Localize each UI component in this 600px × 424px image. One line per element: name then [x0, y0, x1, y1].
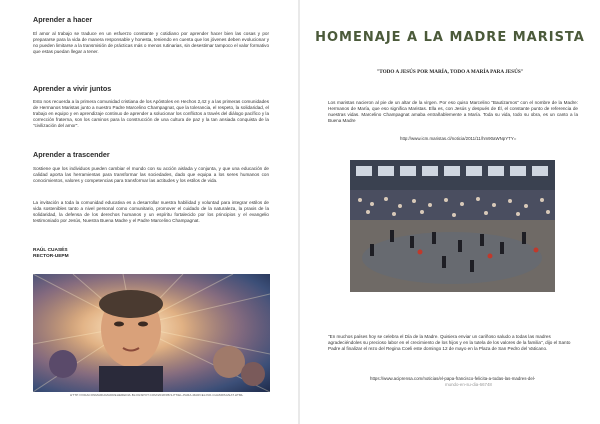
photo-caption-url[interactable]: HTTP://VIDACONMARIAMADREHEREDIA.BLOGSPOT.COM/2018/05/3-PTIEL-PARA-MARCELINO-CHAMPAGNAT.HTML	[70, 393, 244, 397]
section-text-invitacion: La invitación a toda la comunidad educativa es a desarrollar nuestra habilidad y voluntad para integrar estilos de vida sostenibles tanto a nivel personal como comunitario, promover el cuidado de la naturaleza, la praxis de la solidaridad, la defensa de los derechos humanos y un espíritu fortalecido por los principios y el evangelio testimoniado por Jesús, Nuestra Buena Madre y el Padre Marcelino Champagnat.	[33, 200, 269, 223]
right-page	[300, 0, 600, 424]
page-title: HOMENAJE A LA MADRE MARISTA	[315, 30, 585, 45]
section-text-aprender-hacer: El amor al trabajo se traduce en un esfuerzo constante y cotidiano por aprender hacer bien las cosas y por prepararse para la vida de manera responsable y honesta, teniendo en cuenta que los jóvenes deben evolucionar y no pueden limitarse a la transmisión de prácticas más o menos rutinarias, sin desestimar tampoco el valor formativo que estas puedan llegar a tener.	[33, 31, 269, 54]
pope-quote-paragraph: "En muchos países hoy se celebra el Día de la Madre. Quisiera enviar un cariñoso saludo a todas las madres agradeciéndoles su precioso labor en el crecimiento de los hijos y en la tutela de los valores de la familia", dijo el Santo Padre al finalizar el rezo del Regina Coeli este domingo 12 de mayo en la Plaza de San Pedro del Vaticano.	[328, 334, 571, 351]
marcelino-portrait-image	[33, 274, 270, 392]
aciprensa-link-part2[interactable]: mundo-en-su-dia-66748	[445, 382, 492, 387]
motto-quote: "TODO A JESÚS POR MARÍA, TODO A MARÍA PARA JESÚS"	[376, 69, 524, 75]
signature-role: RECTOR-UEPM	[33, 254, 69, 259]
signature-name: RAÚL CUASÉS	[33, 248, 68, 253]
section-title-vivir-juntos: Aprender a vivir juntos	[33, 84, 112, 93]
maristas-paragraph: Los maristas nacieron al pie de un altar de la virgen. Por eso quiso Marcelino "Bautizarnos" con el nombre de la Madre: Hermanos de María, que eso significa Maristas. Ella es, con Jesús y después de Él, el constante punto de referencia de nuestras vidas. Marcelino Champagnat amaba entrañablemente a María. Toda su vida, todo su obra, es un canto a la Buena Madre	[328, 100, 578, 123]
section-text-trascender: Sostiene que los individuos pueden cambiar el mundo con su acción aislada y conjunta, y que una educación de calidad aporta las herramientas para transformar las sociedades, dado que equipa a los seres humanos con conocimientos, valores y competencias para transformar las actitudes y los estilos de vida.	[33, 166, 269, 183]
aciprensa-source-link[interactable]	[370, 376, 595, 388]
maristas-source-link[interactable]: http://www.icm.maristas.cl/noticia/2011/11/hm90aWNpYTY=	[400, 136, 517, 141]
gym-celebration-image	[350, 160, 555, 292]
section-title-trascender: Aprender a trascender	[33, 150, 110, 159]
aciprensa-link-part1[interactable]: https://www.aciprensa.com/noticias/el-papa-francisco-felicita-a-todas-las-madres-del-	[370, 376, 536, 381]
section-text-vivir-juntos: Esto nos recuerda a la primera comunidad cristiana de los Apóstoles en Hechos 2,42 y a las primeras comunidades de Hermanos Maristas junto a nuestro Padre Marcelino Champagnat, que la tolerancia, el respeto, la solidaridad, el trabajo en equipo y en aprendizaje continuo de aprender a solucionar los conflictos a través del diálogo pacífico y la corrección fraterna, son los caminos para la construcción de una cultura de paz y la tan ansiada conquista de la "civilización del amor".	[33, 99, 269, 128]
section-title-aprender-hacer: Aprender a hacer	[33, 15, 93, 24]
left-page	[0, 0, 298, 424]
